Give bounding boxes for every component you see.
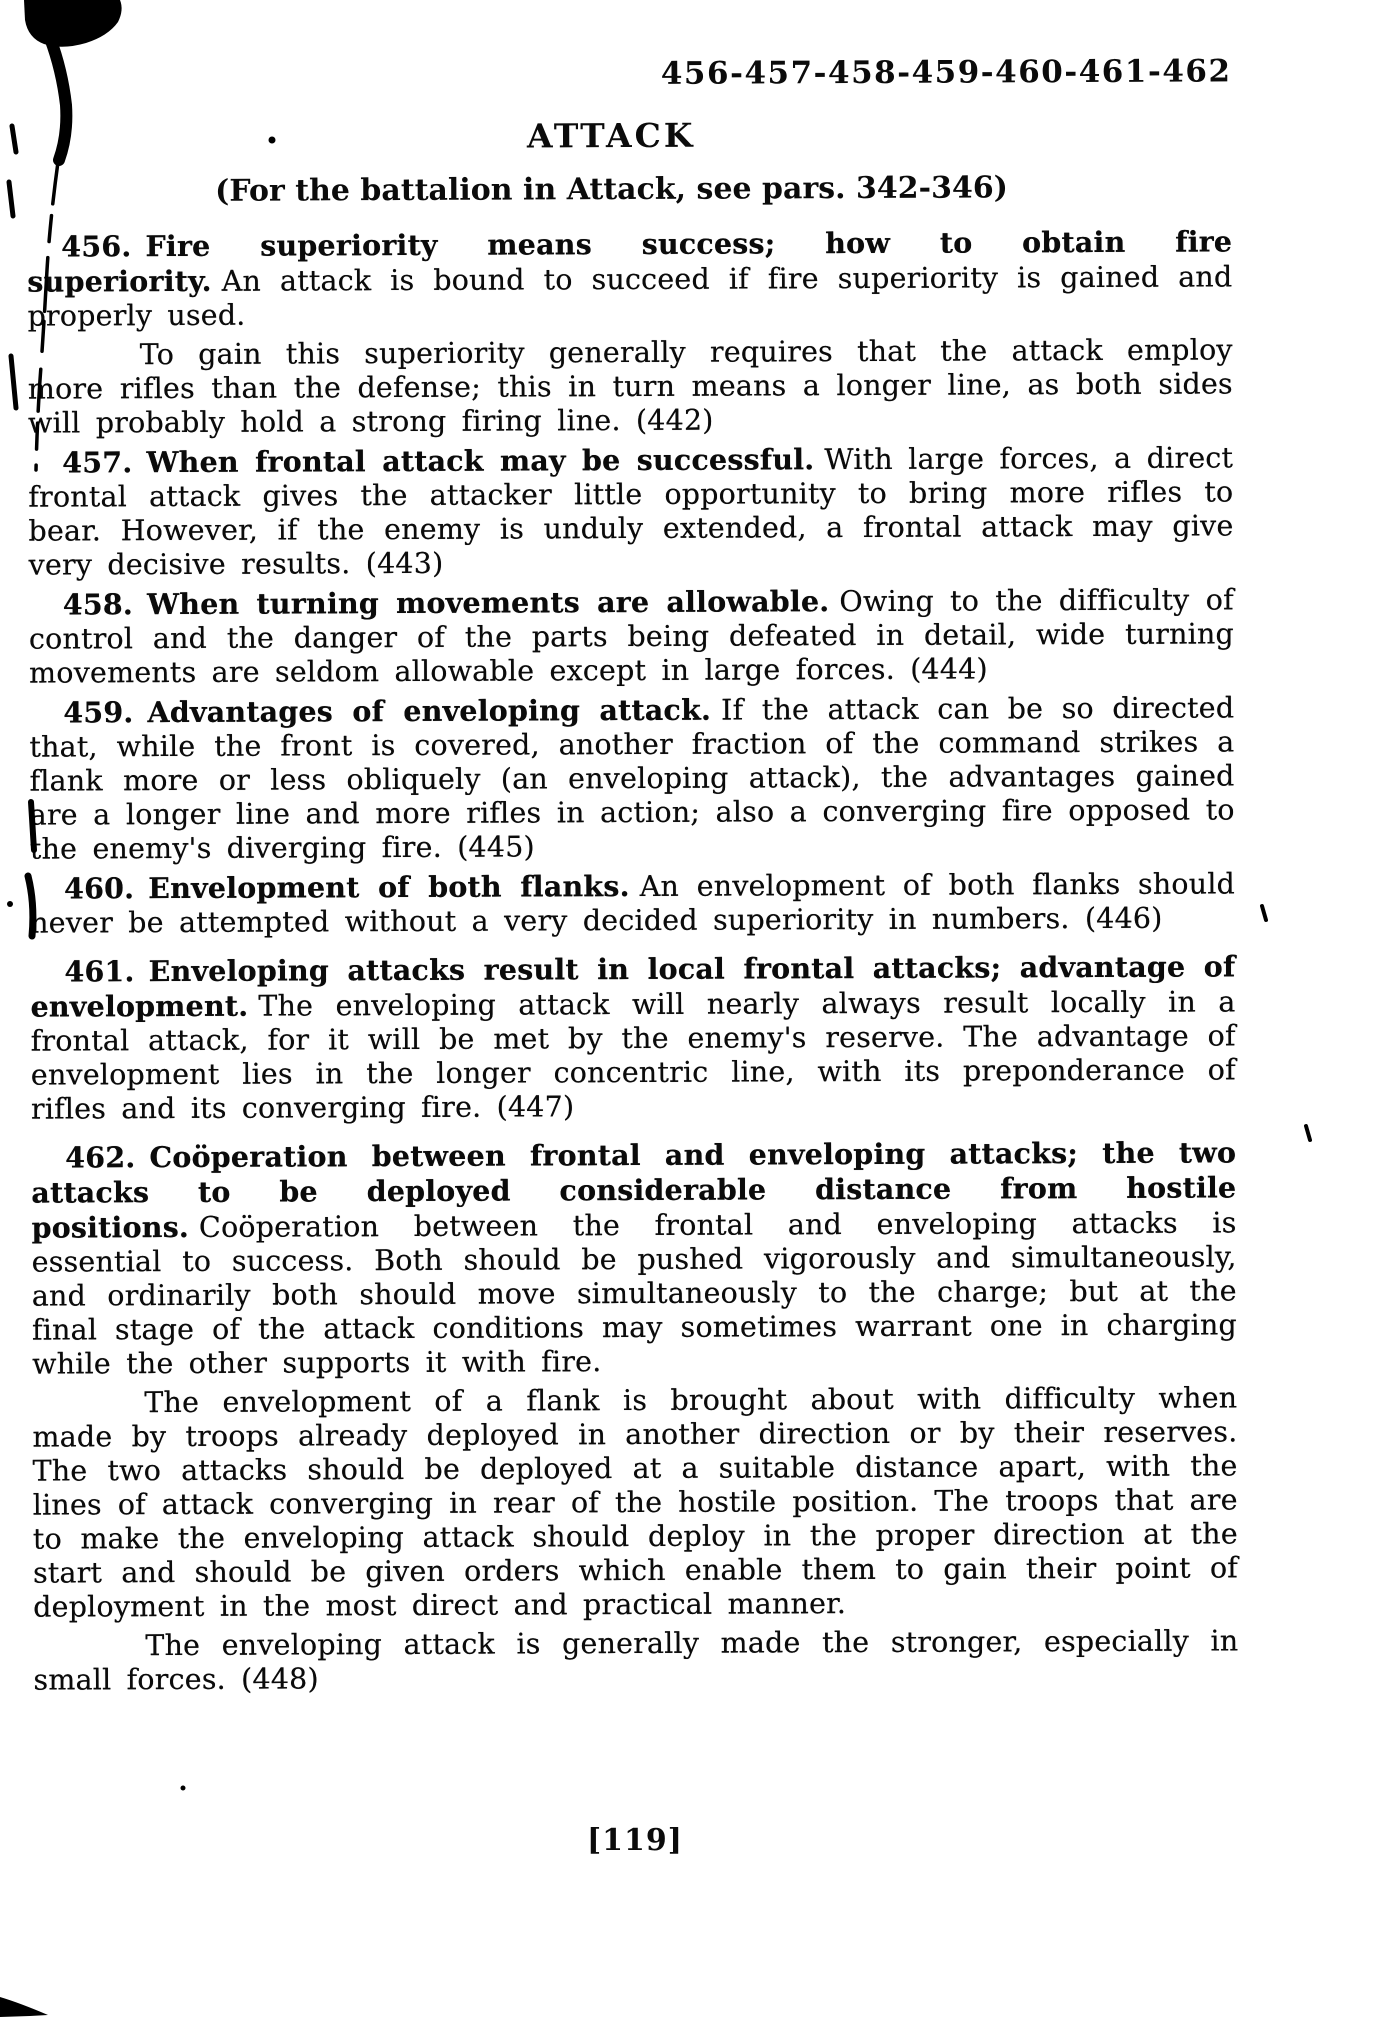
paragraph-459 (29, 690, 1235, 866)
paragraph-462 (31, 1135, 1237, 1381)
paragraph-body: If the attack can be so directed that, while the front is covered, another fraction of the command strikes a flank more or less obliquely (an enveloping attack), the advantages gained are a longer line and more rifles in action; also a converging fire opposed to the enemy's diverging fire. (445) (29, 691, 1235, 866)
paragraph-number: 459. (63, 695, 134, 730)
paragraph-462-continuation-2 (33, 1624, 1238, 1697)
corner-shadow-wedge (0, 1997, 48, 2017)
paragraph-458 (29, 582, 1234, 690)
ink-speck (181, 1786, 186, 1791)
paragraph-number: 457. (62, 445, 133, 480)
margin-tick (11, 356, 16, 408)
paragraph-body: An envelopment of both flanks should never be attempted without a very decided superiority in numbers. (446) (30, 867, 1236, 940)
paragraph-lead: Coöperation between frontal and enveloping attacks; the two attacks to be deployed considerable distance from hostile positions. (31, 1135, 1237, 1245)
paragraph-lead: Enveloping attacks result in local frontal attacks; advantage of envelopment. (30, 949, 1236, 1024)
body-text-block (27, 224, 1238, 1697)
paragraph-lead: Envelopment of both flanks. (148, 869, 630, 906)
page-title: ATTACK (526, 115, 696, 156)
page-number: [119] (586, 1823, 683, 1858)
margin-tick (1306, 1126, 1310, 1140)
paragraph-lead: Advantages of enveloping attack. (147, 692, 712, 730)
paragraph-lead: When frontal attack may be successful. (146, 442, 815, 480)
ink-blot (24, 0, 122, 47)
paragraph-range-header: 456-457-458-459-460-461-462 (660, 53, 1232, 92)
paragraph-456-continuation (28, 333, 1233, 440)
margin-tick (1262, 906, 1266, 920)
paragraph-body: Coöperation between the frontal and enveloping attacks is essential to success. Both should be pushed vigorously and simultaneously, and ordinarily both should move simultaneously to the charge; but at the final stage of the attack conditions may sometimes warrant one in charging while the other supports it with fire. (31, 1206, 1238, 1381)
paragraph-body: The enveloping attack is generally made the stronger, especially in small forces. (448) (33, 1624, 1239, 1697)
paragraph-457 (28, 440, 1234, 582)
paragraph-lead: Fire superiority means success; how to obtain fire superiority. (27, 224, 1233, 299)
paragraph-number: 462. (65, 1140, 136, 1175)
ink-speck (7, 901, 13, 907)
paragraph-number: 461. (64, 954, 135, 989)
paragraph-456 (27, 224, 1232, 333)
page-subtitle: (For the battalion in Attack, see pars. 342-346) (215, 170, 1008, 209)
paragraph-460 (30, 866, 1235, 940)
paragraph-lead: When turning movements are allowable. (146, 584, 830, 622)
paragraph-462-continuation-1 (32, 1381, 1238, 1624)
paragraph-body: An attack is bound to succeed if fire superiority is gained and properly used. (27, 260, 1233, 333)
paragraph-number: 458. (62, 587, 134, 622)
paragraph-461 (30, 949, 1236, 1126)
text-column (26, 53, 1238, 1702)
paragraph-number: 460. (63, 871, 135, 906)
paragraph-body: Owing to the difficulty of control and the danger of the parts being defeated in detail, wide turning movements are seldom allowable except in large forces. (444) (28, 583, 1235, 690)
paragraph-body: With large forces, a direct frontal attack gives the attacker little opportunity to bring more rifles to bear. However, if the enemy is unduly extended, a frontal attack may give very decisive results. (443) (28, 441, 1234, 582)
paragraph-body: To gain this superiority generally requires that the attack employ more rifles than the defense; this in turn means a longer line, as both sides will probably hold a strong firing line. (442) (27, 333, 1233, 440)
paragraph-body: The envelopment of a flank is brought about with difficulty when made by troops already deployed in another direction or by their reserves. The two attacks should be deployed at a suitable distance apart, with the lines of attack converging in rear of the hostile position. The troops that are to make the enveloping attack should deploy in the proper direction at the start and should be given orders which enable them to gain their point of deployment in the most direct and practical manner. (32, 1381, 1239, 1624)
paragraph-number: 456. (61, 229, 132, 264)
paragraph-body: The enveloping attack will nearly always result locally in a frontal attack, for it will be met by the enemy's reserve. The advantage of envelopment lies in the longer concentric line, with its preponderance of rifles and its converging fire. (447) (30, 985, 1236, 1126)
